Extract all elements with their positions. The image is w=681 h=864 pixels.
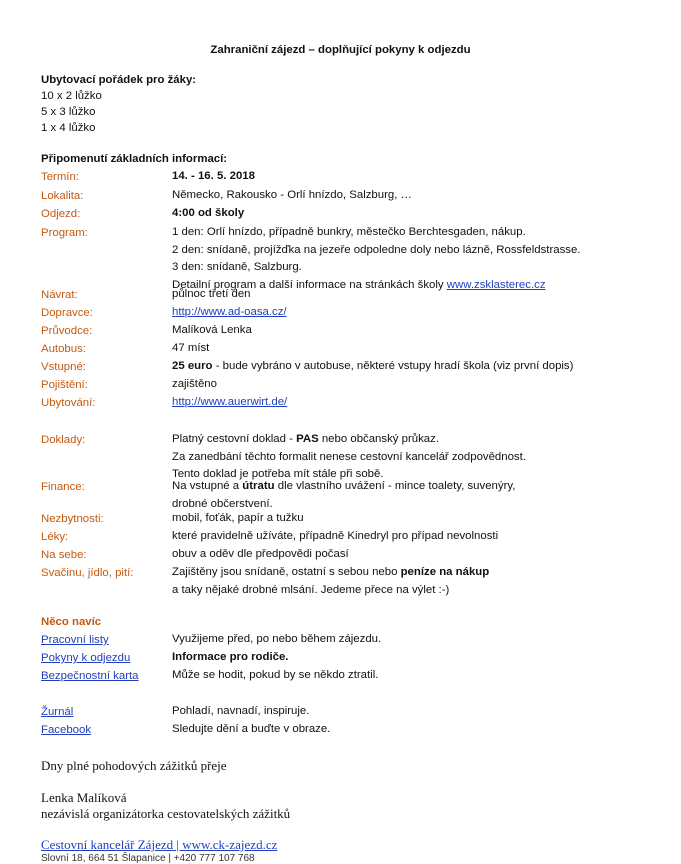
- odjezd-value: 4:00 od školy: [172, 207, 245, 219]
- document-title: Zahraniční zájezd – doplňující pokyny k odjezdu: [210, 44, 471, 56]
- finance-text: dle vlastního uvážení - mince toalety, suvenýry,: [274, 480, 516, 492]
- agency-website-link[interactable]: www.ck-zajezd.cz: [182, 837, 278, 852]
- pruvodce-value: Malíková Lenka: [172, 324, 252, 336]
- svacina-value: [172, 564, 489, 599]
- autobus-label: Autobus:: [41, 343, 86, 355]
- safety-card-link[interactable]: Bezpečnostní karta: [41, 670, 139, 682]
- svacina-line: [172, 564, 489, 582]
- finance-line: drobné občerstvení.: [172, 497, 273, 510]
- nasebe-value: obuv a oděv dle předpovědi počasí: [172, 548, 349, 560]
- pojisteni-label: Pojištění:: [41, 379, 88, 391]
- svacina-label: Svačinu, jídlo, pití:: [41, 567, 134, 579]
- finance-text: Na vstupné a: [172, 480, 243, 492]
- signature-name: Lenka Malíková: [41, 790, 127, 805]
- program-day-3: 3 den: snídaně, Salzburg.: [172, 261, 302, 274]
- program-day-2: 2 den: snídaně, projížďka na jezeře odpoledne doly nebo lázně, Rossfeldstrasse.: [172, 243, 581, 256]
- autobus-value: 47 míst: [172, 342, 210, 354]
- accommodation-list: [41, 88, 102, 136]
- facebook-link[interactable]: Facebook: [41, 724, 92, 736]
- pojisteni-value: zajištěno: [172, 378, 217, 390]
- nezbytnosti-label: Nezbytnosti:: [41, 513, 104, 525]
- program-details-text: Detailní program a další informace na stránkách školy: [172, 278, 447, 291]
- termin-value: 14. - 16. 5. 2018: [172, 170, 255, 182]
- finance-value: [172, 478, 515, 513]
- finance-label: Finance:: [41, 481, 85, 493]
- leky-label: Léky:: [41, 531, 69, 543]
- doklady-value: [172, 431, 526, 484]
- vstupne-note: - bude vybráno v autobuse, některé vstupy hradí škola (viz první dopis): [212, 360, 574, 372]
- dopravce-label: Dopravce:: [41, 307, 93, 319]
- pruvodce-label: Průvodce:: [41, 325, 93, 337]
- vstupne-value: [172, 358, 573, 376]
- doklady-line: Tento doklad je potřeba mít stále při sobě.: [172, 468, 384, 481]
- signature-role: nezávislá organizátorka cestovatelských zážitků: [41, 806, 291, 821]
- worksheets-desc: Využijeme před, po nebo během zájezdu.: [172, 633, 382, 645]
- finance-utrata: útratu: [242, 480, 275, 492]
- safety-card-desc: Může se hodit, pokud by se někdo ztratil.: [172, 669, 379, 681]
- facebook-desc: Sledujte dění a buďte v obraze.: [172, 723, 331, 735]
- nasebe-label: Na sebe:: [41, 549, 87, 561]
- accommodation-line: 10 x 2 lůžko: [41, 90, 102, 102]
- svacina-money: peníze na nákup: [400, 566, 490, 578]
- doklady-text: Platný cestovní doklad -: [172, 433, 297, 445]
- accommodation-line: 5 x 3 lůžko: [41, 106, 96, 118]
- accommodation-heading: Ubytovací pořádek pro žáky:: [41, 74, 197, 86]
- school-website-link[interactable]: www.zsklasterec.cz: [446, 278, 546, 291]
- navrat-value: půlnoc třetí den: [172, 288, 251, 300]
- vstupne-amount: 25 euro: [172, 360, 213, 372]
- accommodation-link[interactable]: http://www.auerwirt.de/: [172, 396, 288, 408]
- doklady-line: Za zanedbání těchto formalit nenese cestovní kancelář zodpovědnost.: [172, 450, 526, 463]
- agency-separator: |: [173, 837, 183, 852]
- extra-heading: Něco navíc: [41, 616, 102, 628]
- departure-instructions-desc: Informace pro rodiče.: [172, 651, 289, 663]
- closing-greeting: Dny plné pohodových zážitků přeje: [41, 758, 227, 773]
- reminder-heading: Připomenutí základních informací:: [41, 153, 228, 165]
- doklady-line: [172, 431, 526, 449]
- nezbytnosti-value: mobil, foťák, papír a tužku: [172, 512, 304, 524]
- agency-link[interactable]: Cestovní kancelář Zájezd: [41, 837, 174, 852]
- lokalita-value: Německo, Rakousko - Orlí hnízdo, Salzburg, …: [172, 189, 412, 201]
- carrier-link[interactable]: http://www.ad-oasa.cz/: [172, 306, 287, 318]
- navrat-label: Návrat:: [41, 289, 78, 301]
- termin-label: Termín:: [41, 171, 79, 183]
- program-label: Program:: [41, 227, 88, 239]
- journal-desc: Pohladí, navnadí, inspiruje.: [172, 705, 310, 717]
- departure-instructions-link[interactable]: Pokyny k odjezdu: [41, 652, 131, 664]
- lokalita-label: Lokalita:: [41, 190, 84, 202]
- journal-link[interactable]: Žurnál: [41, 706, 74, 718]
- finance-line: [172, 478, 515, 496]
- svacina-text: Zajištěny jsou snídaně, ostatní s sebou nebo: [172, 566, 401, 578]
- worksheets-link[interactable]: Pracovní listy: [41, 634, 109, 646]
- ubytovani-label: Ubytování:: [41, 397, 96, 409]
- agency-line: [41, 837, 277, 853]
- svacina-line: a taky nějaké drobné mlsání. Jedeme přece na výlet :-): [172, 583, 450, 596]
- vstupne-label: Vstupné:: [41, 361, 86, 373]
- doklady-text: nebo občanský průkaz.: [318, 433, 439, 445]
- agency-contact: Slovní 18, 664 51 Šlapanice | +420 777 107 768: [41, 853, 255, 864]
- leky-value: které pravidelně užíváte, případně Kinedryl pro případ nevolnosti: [172, 530, 499, 542]
- odjezd-label: Odjezd:: [41, 208, 81, 220]
- doklady-label: Doklady:: [41, 434, 86, 446]
- accommodation-line: 1 x 4 lůžko: [41, 122, 96, 134]
- doklady-pas: PAS: [296, 433, 319, 445]
- program-value: [172, 224, 580, 294]
- program-day-1: 1 den: Orlí hnízdo, případně bunkry, městečko Berchtesgaden, nákup.: [172, 226, 526, 238]
